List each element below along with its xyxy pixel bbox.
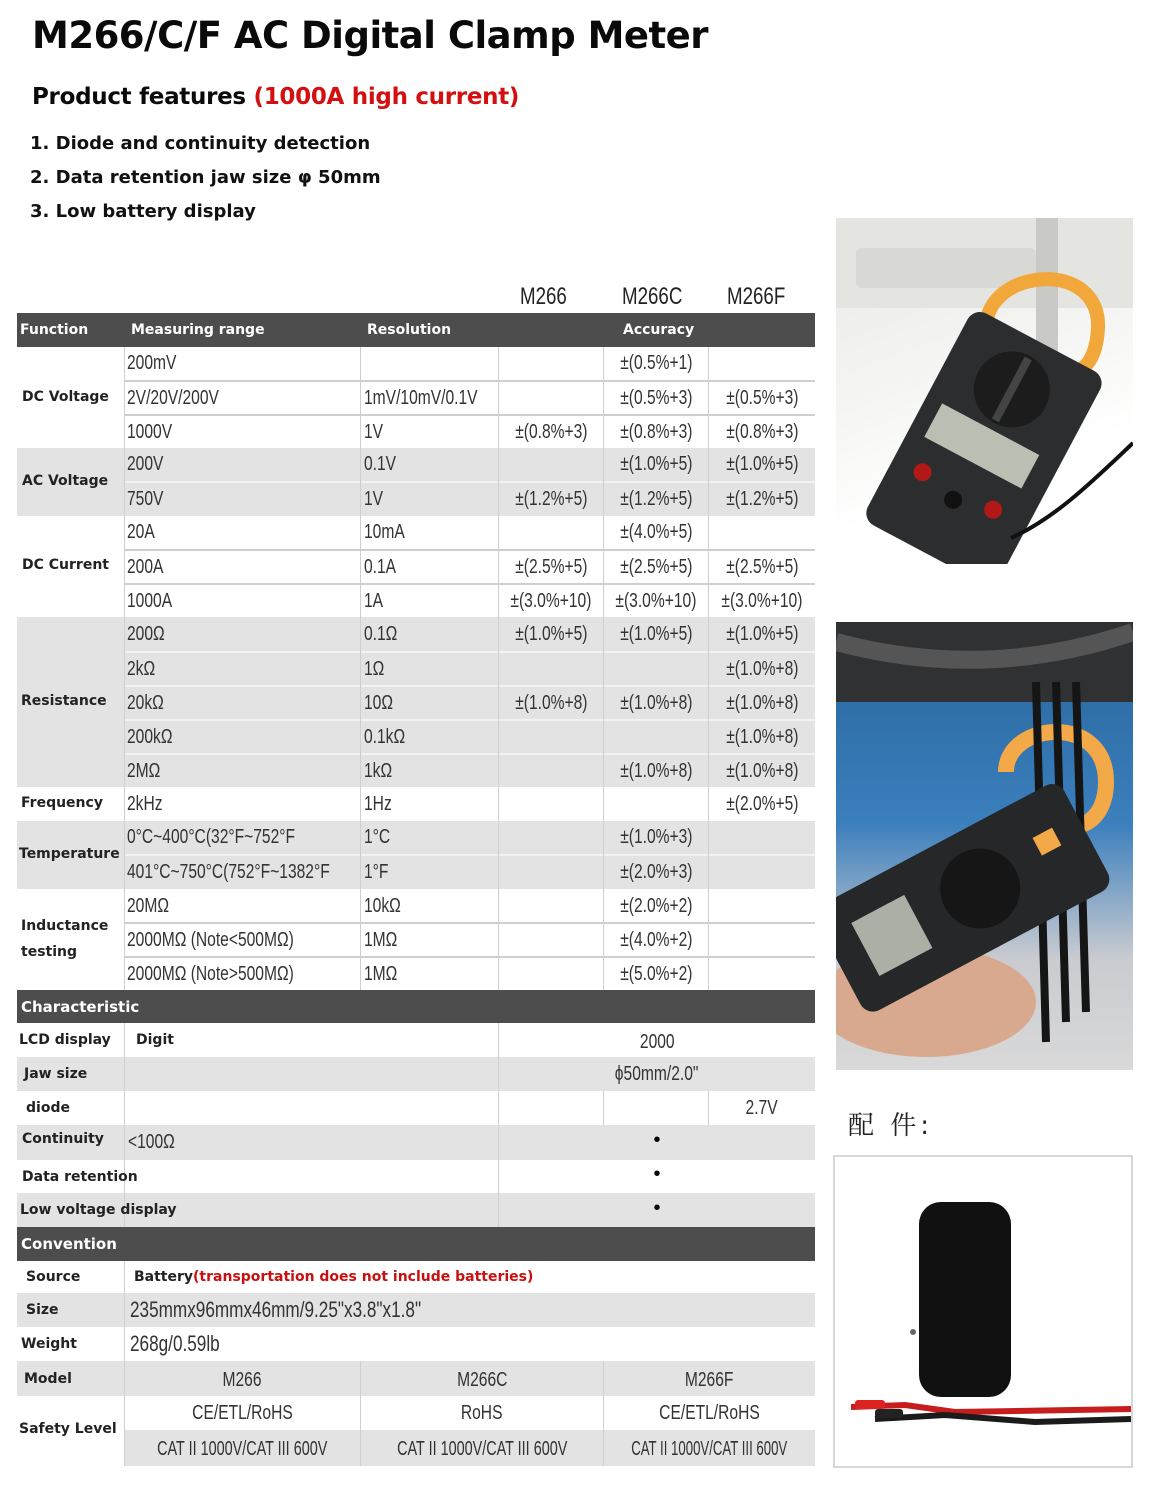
range-cell: 2000MΩ (Note>500MΩ): [127, 962, 294, 985]
accuracy-m266f: [709, 890, 815, 922]
lcd-value: 2000: [639, 1030, 675, 1053]
accuracy-m266f: [709, 958, 815, 990]
features-heading-text: Product features: [32, 84, 254, 110]
size-label: Size: [26, 1302, 59, 1318]
resolution-cell: 1V: [364, 420, 384, 443]
accuracy-m266c: ±(1.0%+8): [619, 759, 693, 782]
lcd-sub: Digit: [136, 1032, 174, 1048]
range-cell: 2MΩ: [127, 759, 161, 782]
accuracy-m266f: [709, 821, 815, 854]
cert-m266f: CE/ETL/RoHS: [659, 1401, 760, 1424]
continuity-label: Continuity: [22, 1131, 104, 1147]
table-row: [0, 924, 820, 956]
weight-value: 268g/0.59lb: [130, 1331, 220, 1356]
resolution-cell: 1Ω: [364, 657, 385, 680]
col-resolution: Resolution: [367, 322, 452, 338]
clamp-meter-illustration: [836, 218, 1133, 564]
range-cell: 750V: [127, 488, 164, 510]
jaw-value: ϕ50mm/2.0": [615, 1062, 699, 1085]
accuracy-m266c: ±(1.0%+5): [619, 453, 693, 475]
accuracy-m266c: [604, 653, 708, 685]
accuracy-m266f: [709, 924, 815, 956]
range-cell: 2V/20V/200V: [127, 387, 219, 409]
accessories-photo: [833, 1155, 1133, 1468]
table-row: [0, 382, 820, 415]
range-cell: 2000MΩ (Note<500MΩ): [127, 928, 294, 951]
accuracy-m266: [499, 890, 603, 922]
range-cell: 401°C~750°C(752°F~1382°F: [127, 861, 330, 883]
range-cell: 200V: [127, 453, 164, 475]
resolution-cell: 0.1kΩ: [364, 725, 406, 748]
product-photo-on-desk: [836, 218, 1133, 564]
function-temperature: Temperature: [19, 846, 120, 863]
cert-m266c: RoHS: [461, 1401, 503, 1424]
resolution-cell: 1V: [364, 488, 384, 510]
resolution-cell: 0.1Ω: [364, 623, 398, 645]
col-accuracy: Accuracy: [623, 322, 695, 338]
diode-value: 2.7V: [745, 1096, 779, 1119]
continuity-supported-dot: •: [653, 1129, 661, 1151]
product-photo-in-use: [836, 622, 1133, 1070]
model-m266f: M266F: [685, 1369, 734, 1391]
accuracy-m266: [499, 755, 603, 787]
accuracy-m266c: ±(2.5%+5): [619, 555, 693, 578]
accuracy-m266: [499, 856, 603, 889]
characteristic-header: Characteristic: [17, 990, 815, 1023]
table-row: [0, 821, 820, 854]
accuracy-m266f: [709, 516, 815, 549]
table-row: [0, 755, 820, 787]
table-row: [0, 516, 820, 549]
range-cell: 1000A: [127, 589, 173, 612]
table-row: [0, 653, 820, 685]
diode-label: diode: [26, 1100, 70, 1116]
jaw-label: Jaw size: [24, 1066, 88, 1082]
lcd-label: LCD display: [19, 1032, 111, 1048]
range-cell: 2kHz: [127, 792, 163, 815]
range-cell: 200A: [127, 555, 164, 578]
resolution-cell: 1Hz: [364, 792, 392, 815]
resolution-cell: 0.1V: [364, 453, 397, 475]
lowvolt-label: Low voltage display: [20, 1202, 177, 1218]
feature-item: 2. Data retention jaw size φ 50mm: [30, 167, 381, 188]
function-resistance: Resistance: [21, 693, 107, 710]
size-value: 235mmx96mmx46mm/9.25"x3.8"x1.8": [130, 1297, 422, 1322]
resolution-cell: 10Ω: [364, 691, 394, 714]
range-cell: 20MΩ: [127, 894, 170, 917]
range-cell: 200kΩ: [127, 725, 173, 748]
resolution-cell: 1kΩ: [364, 759, 393, 782]
accuracy-m266: [499, 347, 603, 380]
function-inductance: Inductance testing: [21, 918, 109, 960]
accuracy-m266c: ±(2.0%+2): [619, 894, 693, 917]
accuracy-m266f: ±(1.0%+8): [725, 691, 799, 714]
model-header-m266f: M266F: [727, 283, 786, 310]
accuracy-m266: [499, 787, 603, 821]
resolution-cell: 10mA: [364, 521, 405, 543]
accuracy-m266f: ±(0.8%+3): [725, 420, 799, 443]
feature-item: 3. Low battery display: [30, 201, 256, 222]
function-ac-voltage: AC Voltage: [22, 473, 109, 490]
accuracy-m266: [499, 382, 603, 415]
function-dc-current: DC Current: [22, 557, 109, 574]
resolution-cell: 1mV/10mV/0.1V: [364, 387, 478, 409]
table-row: [0, 483, 820, 516]
features-heading: [32, 84, 519, 110]
resolution-cell: 0.1A: [364, 555, 397, 578]
accuracy-m266f: [709, 347, 815, 380]
table-row: [0, 721, 820, 753]
cat-m266c: CAT II 1000V/CAT III 600V: [396, 1437, 568, 1460]
source-value: Battery (transportation does not include batteries): [134, 1269, 534, 1285]
accuracy-m266c: ±(1.0%+5): [619, 623, 693, 645]
accuracy-m266f: ±(3.0%+10): [721, 589, 803, 612]
accuracy-m266: ±(2.5%+5): [514, 555, 588, 578]
resolution-cell: 10kΩ: [364, 894, 401, 917]
accuracy-m266: ±(1.0%+8): [514, 691, 588, 714]
accuracy-m266: ±(1.2%+5): [514, 488, 588, 510]
accuracy-m266f: ±(1.0%+8): [725, 759, 799, 782]
accuracy-m266: [499, 958, 603, 990]
table-row: [0, 890, 820, 922]
cert-m266: CE/ETL/RoHS: [192, 1401, 293, 1424]
source-note: (transportation does not include batteries): [193, 1269, 534, 1285]
page-title: M266/C/F AC Digital Clamp Meter: [32, 14, 709, 57]
accuracy-m266: ±(0.8%+3): [514, 420, 588, 443]
accessories-label: 配 件:: [848, 1111, 934, 1141]
accuracy-m266f: ±(1.0%+8): [725, 657, 799, 680]
accuracy-m266c: ±(0.5%+3): [619, 387, 693, 409]
range-cell: 20A: [127, 521, 155, 543]
accuracy-m266c: ±(5.0%+2): [619, 962, 693, 985]
accuracy-m266f: ±(0.5%+3): [725, 387, 799, 409]
table-row: [0, 416, 820, 448]
table-row: [0, 551, 820, 583]
model-label: Model: [24, 1370, 72, 1387]
range-cell: 200Ω: [127, 623, 165, 645]
resolution-cell: 1°C: [364, 826, 391, 848]
table-row: [0, 618, 820, 651]
accuracy-m266f: [709, 856, 815, 889]
range-cell: 20kΩ: [127, 691, 164, 714]
col-measuring-range: Measuring range: [131, 322, 265, 338]
table-row: [0, 958, 820, 990]
accuracy-m266c: [604, 787, 708, 821]
accuracy-m266c: ±(2.0%+3): [619, 861, 693, 883]
accuracy-m266f: ±(1.0%+5): [725, 623, 799, 645]
spec-table-header: [17, 313, 815, 347]
model-headers: [0, 282, 820, 312]
accuracy-m266: [499, 516, 603, 549]
accuracy-m266: [499, 924, 603, 956]
resolution-cell: 1°F: [364, 861, 389, 883]
range-cell: 200mV: [127, 352, 177, 374]
accuracy-m266c: ±(1.0%+3): [619, 826, 693, 848]
accuracy-m266c: ±(0.5%+1): [619, 352, 693, 374]
model-m266: M266: [222, 1369, 263, 1391]
continuity-sub: <100Ω: [128, 1131, 175, 1153]
table-row: [0, 347, 820, 380]
char-row-diode: [17, 1091, 815, 1125]
accuracy-m266f: ±(2.0%+5): [725, 792, 799, 815]
accuracy-m266f: ±(2.5%+5): [725, 555, 799, 578]
case-and-test-leads-illustration: [835, 1157, 1131, 1466]
convention-header: Convention: [17, 1227, 815, 1261]
accuracy-m266c: [604, 721, 708, 753]
range-cell: 0°C~400°C(32°F~752°F: [127, 826, 296, 848]
lowvolt-supported-dot: •: [653, 1196, 661, 1219]
model-header-m266: M266: [520, 283, 567, 310]
accuracy-m266f: ±(1.0%+8): [725, 725, 799, 748]
accuracy-m266f: ±(1.0%+5): [725, 453, 799, 475]
range-cell: 1000V: [127, 420, 173, 443]
resolution-cell: 1MΩ: [364, 962, 398, 985]
range-cell: 2kΩ: [127, 657, 156, 680]
weight-label: Weight: [21, 1336, 77, 1352]
accuracy-m266c: ±(0.8%+3): [619, 420, 693, 443]
retention-label: Data retention: [22, 1168, 138, 1185]
accuracy-m266c: ±(4.0%+2): [619, 928, 693, 951]
accuracy-m266: [499, 653, 603, 685]
safety-label: Safety Level: [19, 1421, 117, 1437]
accuracy-m266c: ±(1.0%+8): [619, 691, 693, 714]
accuracy-m266: [499, 721, 603, 753]
retention-supported-dot: •: [653, 1163, 661, 1185]
resolution-cell: 1MΩ: [364, 928, 398, 951]
source-label: Source: [26, 1269, 81, 1285]
accuracy-m266: [499, 448, 603, 481]
feature-item: 1. Diode and continuity detection: [30, 133, 371, 154]
features-highlight: (1000A high current): [253, 84, 520, 110]
accuracy-m266f: ±(1.2%+5): [725, 488, 799, 510]
cat-m266f: CAT II 1000V/CAT III 600V: [631, 1437, 788, 1460]
model-m266c: M266C: [456, 1369, 508, 1391]
table-row: [0, 448, 820, 481]
accuracy-m266c: ±(4.0%+5): [619, 521, 693, 543]
resolution-cell: 1A: [364, 589, 384, 612]
cat-m266: CAT II 1000V/CAT III 600V: [157, 1437, 328, 1460]
accuracy-m266c: ±(1.2%+5): [619, 488, 693, 510]
function-dc-voltage: DC Voltage: [22, 388, 109, 405]
accuracy-m266c: ±(3.0%+10): [615, 589, 697, 612]
col-function: Function: [20, 322, 89, 338]
table-row: [0, 585, 820, 617]
accuracy-m266: [499, 821, 603, 854]
table-row: [0, 856, 820, 889]
table-row: [0, 787, 820, 821]
table-row: [0, 687, 820, 719]
model-header-m266c: M266C: [622, 283, 683, 310]
accuracy-m266: ±(3.0%+10): [510, 589, 592, 612]
function-frequency: Frequency: [21, 795, 103, 812]
col-divider: [603, 1091, 604, 1125]
clamp-meter-in-hand-illustration: [836, 622, 1133, 1070]
accuracy-m266: ±(1.0%+5): [514, 623, 588, 645]
